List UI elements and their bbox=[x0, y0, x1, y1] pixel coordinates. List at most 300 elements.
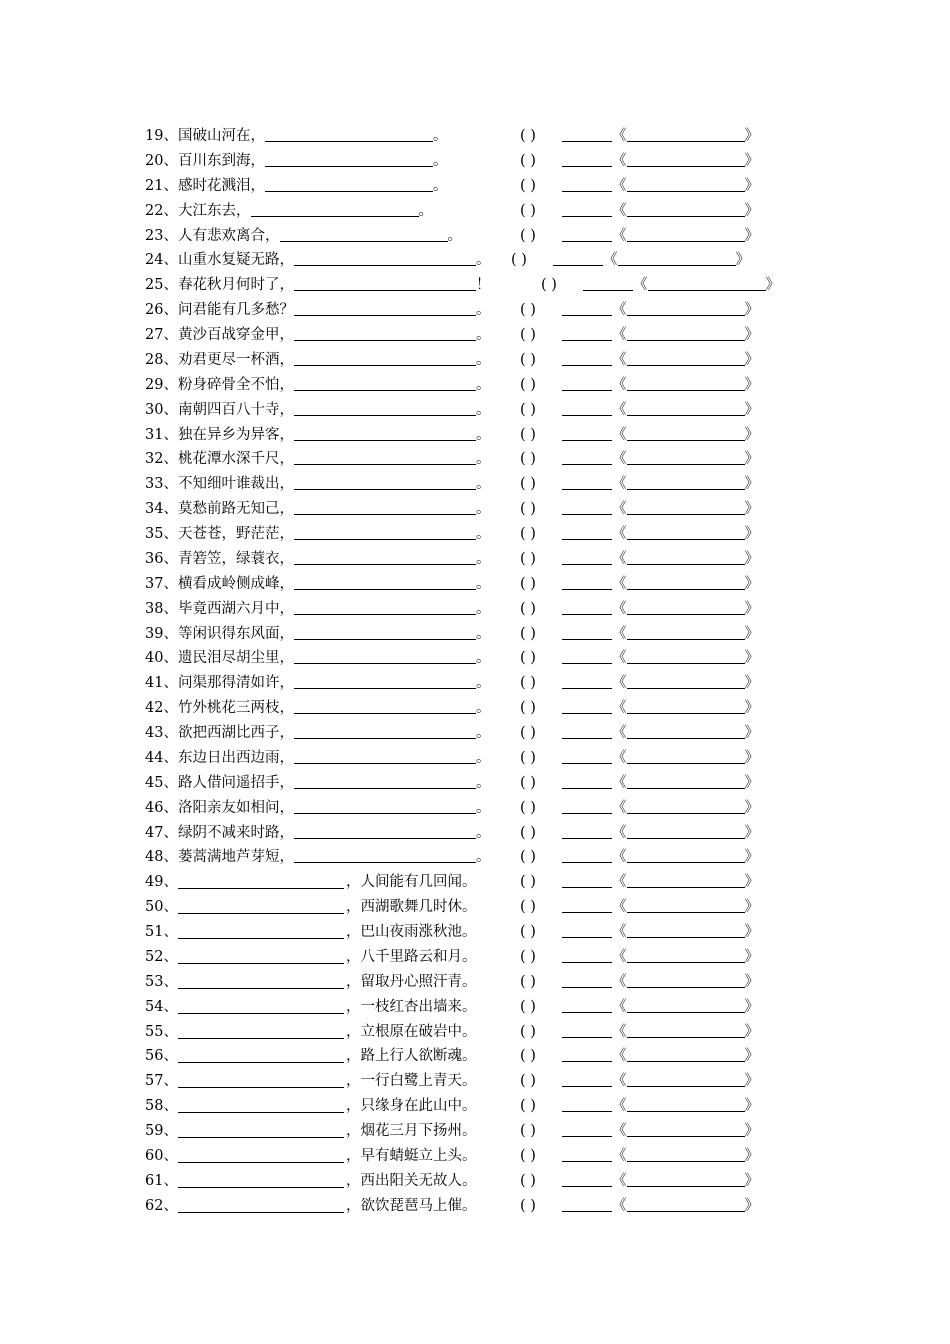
answer-blank[interactable] bbox=[294, 724, 476, 739]
title-close-mark: 》 bbox=[744, 1023, 759, 1040]
author-blank[interactable] bbox=[562, 550, 612, 565]
type-paren-blank[interactable]: ( ) bbox=[520, 650, 536, 667]
answer-blank[interactable] bbox=[178, 1073, 344, 1088]
question-number: 30、 bbox=[145, 401, 178, 418]
poem-title-blank[interactable] bbox=[627, 1122, 745, 1137]
question-text: 欲把西湖比西子， 。 bbox=[178, 725, 491, 741]
question-row bbox=[0, 920, 950, 945]
title-open-mark: 《 bbox=[612, 899, 627, 916]
author-blank[interactable] bbox=[562, 774, 612, 789]
author-blank[interactable] bbox=[562, 625, 612, 640]
title-close-mark: 》 bbox=[744, 700, 759, 717]
question-text: ，巴山夜雨涨秋池。 bbox=[346, 924, 477, 940]
poem-title-blank[interactable] bbox=[627, 1097, 745, 1112]
answer-blank[interactable] bbox=[265, 177, 433, 192]
author-blank[interactable] bbox=[562, 1097, 612, 1112]
question-row bbox=[0, 746, 950, 771]
author-blank[interactable] bbox=[562, 351, 612, 366]
question-text: ，西出阳关无故人。 bbox=[346, 1172, 477, 1189]
type-paren-blank[interactable]: ( ) bbox=[520, 849, 536, 866]
question-number: 58、 bbox=[145, 1098, 178, 1115]
poem-title-blank[interactable] bbox=[627, 500, 745, 515]
title-open-mark: 《 bbox=[612, 1147, 627, 1164]
type-paren-blank[interactable]: ( ) bbox=[520, 1147, 536, 1164]
type-paren-blank[interactable]: ( ) bbox=[520, 675, 536, 692]
author-blank[interactable] bbox=[562, 227, 612, 242]
type-paren-blank[interactable]: ( ) bbox=[520, 476, 536, 493]
answer-blank[interactable] bbox=[265, 152, 433, 167]
question-row bbox=[0, 721, 950, 746]
answer-blank[interactable] bbox=[178, 1123, 344, 1138]
answer-blank[interactable] bbox=[294, 699, 476, 714]
title-close-mark: 》 bbox=[744, 899, 759, 916]
question-text: 不知细叶谁裁出， 。 bbox=[178, 476, 491, 493]
question-number: 26、 bbox=[145, 302, 178, 319]
author-blank[interactable] bbox=[562, 873, 612, 888]
type-paren-blank[interactable]: ( ) bbox=[520, 227, 536, 244]
answer-fields bbox=[520, 597, 759, 622]
type-paren-blank[interactable]: ( ) bbox=[520, 128, 536, 144]
question-number: 19、 bbox=[145, 128, 178, 144]
poem-title-blank[interactable] bbox=[627, 1072, 745, 1087]
author-blank[interactable] bbox=[562, 1023, 612, 1038]
question-text: 东边日出西边雨， 。 bbox=[178, 749, 491, 766]
question-row bbox=[0, 398, 950, 423]
question-number: 56、 bbox=[145, 1048, 178, 1065]
author-blank[interactable] bbox=[562, 1072, 612, 1087]
answer-fields bbox=[520, 398, 759, 423]
type-paren-blank[interactable]: ( ) bbox=[520, 451, 536, 468]
answer-blank[interactable] bbox=[294, 326, 476, 341]
poem-title-blank[interactable] bbox=[627, 227, 745, 242]
question-text: 独在异乡为异客， 。 bbox=[178, 426, 491, 443]
answer-fields bbox=[520, 1144, 759, 1169]
author-blank[interactable] bbox=[583, 276, 633, 291]
answer-blank[interactable] bbox=[178, 974, 344, 989]
title-close-mark: 》 bbox=[744, 924, 759, 940]
answer-fields bbox=[520, 348, 759, 373]
answer-blank[interactable] bbox=[294, 500, 476, 515]
author-blank[interactable] bbox=[562, 301, 612, 316]
type-paren-blank[interactable]: ( ) bbox=[520, 625, 536, 642]
author-blank[interactable] bbox=[562, 450, 612, 465]
question-row bbox=[0, 447, 950, 472]
question-row bbox=[0, 497, 950, 522]
title-close-mark: 》 bbox=[744, 948, 759, 965]
question-row bbox=[0, 472, 950, 497]
title-close-mark: 》 bbox=[744, 725, 759, 741]
author-blank[interactable] bbox=[562, 152, 612, 167]
poem-title-blank[interactable] bbox=[627, 351, 745, 366]
author-blank[interactable] bbox=[562, 326, 612, 341]
type-paren-blank[interactable]: ( ) bbox=[520, 401, 536, 418]
type-paren-blank[interactable]: ( ) bbox=[511, 252, 527, 269]
answer-blank[interactable] bbox=[178, 1198, 344, 1213]
answer-blank[interactable] bbox=[294, 276, 476, 291]
author-blank[interactable] bbox=[562, 575, 612, 590]
author-blank[interactable] bbox=[562, 1197, 612, 1212]
question-text: 遗民泪尽胡尘里， 。 bbox=[178, 650, 491, 667]
question-row bbox=[0, 273, 950, 298]
poem-title-blank[interactable] bbox=[627, 873, 745, 888]
answer-blank[interactable] bbox=[294, 674, 476, 689]
author-blank[interactable] bbox=[562, 973, 612, 988]
question-number: 29、 bbox=[145, 376, 178, 393]
answer-blank[interactable] bbox=[178, 1148, 344, 1163]
answer-fields bbox=[520, 1119, 759, 1144]
question-number: 24、 bbox=[145, 252, 178, 269]
question-text: 竹外桃花三两枝， 。 bbox=[178, 700, 491, 717]
author-blank[interactable] bbox=[562, 475, 612, 490]
title-open-mark: 《 bbox=[612, 948, 627, 965]
answer-blank[interactable] bbox=[294, 376, 476, 391]
type-paren-blank[interactable]: ( ) bbox=[520, 973, 536, 990]
poem-title-blank[interactable] bbox=[627, 1197, 745, 1212]
title-close-mark: 》 bbox=[744, 1147, 759, 1164]
answer-blank[interactable] bbox=[294, 550, 476, 565]
poem-title-blank[interactable] bbox=[627, 1047, 745, 1062]
type-paren-blank[interactable]: ( ) bbox=[520, 1073, 536, 1090]
title-open-mark: 《 bbox=[612, 973, 627, 990]
poem-title-blank[interactable] bbox=[627, 550, 745, 565]
poem-title-blank[interactable] bbox=[627, 376, 745, 391]
poem-title-blank[interactable] bbox=[627, 724, 745, 739]
poem-title-blank[interactable] bbox=[627, 848, 745, 863]
poem-title-blank[interactable] bbox=[648, 276, 766, 291]
answer-blank[interactable] bbox=[178, 949, 344, 964]
type-paren-blank[interactable]: ( ) bbox=[520, 550, 536, 567]
title-open-mark: 《 bbox=[612, 700, 627, 717]
poem-title-blank[interactable] bbox=[627, 898, 745, 913]
type-paren-blank[interactable]: ( ) bbox=[520, 824, 536, 841]
author-blank[interactable] bbox=[562, 127, 612, 142]
poem-title-blank[interactable] bbox=[627, 301, 745, 316]
answer-blank[interactable] bbox=[294, 251, 476, 266]
answer-blank[interactable] bbox=[294, 575, 476, 590]
answer-blank[interactable] bbox=[178, 1048, 344, 1063]
author-blank[interactable] bbox=[562, 923, 612, 938]
question-number: 44、 bbox=[145, 749, 178, 766]
type-paren-blank[interactable]: ( ) bbox=[520, 948, 536, 965]
title-close-mark: 》 bbox=[744, 1073, 759, 1090]
answer-fields bbox=[520, 547, 759, 572]
question-text: 人有悲欢离合， 。 bbox=[178, 227, 462, 244]
question-row bbox=[0, 323, 950, 348]
title-close-mark: 》 bbox=[744, 550, 759, 567]
answer-blank[interactable] bbox=[294, 525, 476, 540]
poem-title-blank[interactable] bbox=[627, 1147, 745, 1162]
author-blank[interactable] bbox=[562, 724, 612, 739]
question-row bbox=[0, 696, 950, 721]
question-row bbox=[0, 248, 950, 273]
title-close-mark: 》 bbox=[744, 451, 759, 468]
question-number: 31、 bbox=[145, 426, 178, 443]
answer-blank[interactable] bbox=[178, 999, 344, 1014]
type-paren-blank[interactable]: ( ) bbox=[520, 526, 536, 542]
type-paren-blank[interactable]: ( ) bbox=[520, 749, 536, 766]
answer-fields bbox=[520, 920, 759, 945]
question-number: 46、 bbox=[145, 799, 178, 816]
question-number: 49、 bbox=[145, 874, 178, 891]
author-blank[interactable] bbox=[562, 898, 612, 913]
answer-blank[interactable] bbox=[294, 301, 476, 316]
poem-title-blank[interactable] bbox=[627, 973, 745, 988]
type-paren-blank[interactable]: ( ) bbox=[520, 899, 536, 916]
author-blank[interactable] bbox=[562, 1047, 612, 1062]
type-paren-blank[interactable]: ( ) bbox=[520, 1123, 536, 1139]
poem-title-blank[interactable] bbox=[627, 525, 745, 540]
question-row bbox=[0, 547, 950, 572]
question-text: 南朝四百八十寺， 。 bbox=[178, 401, 491, 418]
title-open-mark: 《 bbox=[612, 1023, 627, 1040]
title-close-mark: 》 bbox=[744, 675, 759, 692]
title-close-mark: 》 bbox=[744, 376, 759, 393]
author-blank[interactable] bbox=[562, 948, 612, 963]
poem-title-blank[interactable] bbox=[627, 202, 745, 217]
answer-blank[interactable] bbox=[294, 351, 476, 366]
answer-blank[interactable] bbox=[294, 848, 476, 863]
poem-title-blank[interactable] bbox=[627, 152, 745, 167]
answer-blank[interactable] bbox=[294, 649, 476, 664]
question-text: 等闲识得东风面， 。 bbox=[178, 625, 491, 642]
author-blank[interactable] bbox=[562, 699, 612, 714]
answer-blank[interactable] bbox=[294, 799, 476, 814]
poem-title-blank[interactable] bbox=[627, 426, 745, 441]
question-text: 劝君更尽一杯酒， 。 bbox=[178, 351, 491, 368]
question-number: 57、 bbox=[145, 1073, 178, 1090]
answer-fields bbox=[520, 298, 759, 323]
title-open-mark: 《 bbox=[612, 202, 627, 219]
question-row bbox=[0, 796, 950, 821]
type-paren-blank[interactable]: ( ) bbox=[520, 998, 536, 1015]
title-close-mark: 》 bbox=[744, 476, 759, 493]
author-blank[interactable] bbox=[562, 426, 612, 441]
poem-title-blank[interactable] bbox=[627, 799, 745, 814]
type-paren-blank[interactable]: ( ) bbox=[520, 799, 536, 816]
title-open-mark: 《 bbox=[612, 1197, 627, 1214]
poem-fill-in-worksheet bbox=[0, 124, 950, 1219]
type-paren-blank[interactable]: ( ) bbox=[520, 1172, 536, 1189]
question-number: 28、 bbox=[145, 351, 178, 368]
poem-title-blank[interactable] bbox=[618, 251, 736, 266]
title-close-mark: 》 bbox=[744, 202, 759, 219]
type-paren-blank[interactable]: ( ) bbox=[520, 327, 536, 343]
title-open-mark: 《 bbox=[612, 476, 627, 493]
type-paren-blank[interactable]: ( ) bbox=[520, 1098, 536, 1115]
author-blank[interactable] bbox=[562, 998, 612, 1013]
poem-title-blank[interactable] bbox=[627, 575, 745, 590]
answer-fields bbox=[520, 124, 759, 149]
question-text: 蒌蒿满地芦芽短， 。 bbox=[178, 849, 491, 866]
poem-title-blank[interactable] bbox=[627, 948, 745, 963]
title-close-mark: 》 bbox=[744, 327, 759, 343]
type-paren-blank[interactable]: ( ) bbox=[520, 501, 536, 518]
title-open-mark: 《 bbox=[612, 824, 627, 841]
answer-fields bbox=[520, 149, 759, 174]
question-number: 52、 bbox=[145, 948, 178, 965]
poem-title-blank[interactable] bbox=[627, 600, 745, 615]
title-open-mark: 《 bbox=[633, 277, 648, 294]
answer-blank[interactable] bbox=[178, 874, 344, 889]
type-paren-blank[interactable]: ( ) bbox=[520, 924, 536, 940]
question-number: 21、 bbox=[145, 177, 178, 194]
title-close-mark: 》 bbox=[735, 252, 750, 269]
title-open-mark: 《 bbox=[612, 177, 627, 194]
question-number: 39、 bbox=[145, 625, 178, 642]
author-blank[interactable] bbox=[562, 376, 612, 391]
type-paren-blank[interactable]: ( ) bbox=[520, 1048, 536, 1065]
question-number: 34、 bbox=[145, 501, 178, 518]
question-row bbox=[0, 423, 950, 448]
question-number: 42、 bbox=[145, 700, 178, 717]
title-open-mark: 《 bbox=[612, 451, 627, 468]
type-paren-blank[interactable]: ( ) bbox=[520, 1197, 536, 1214]
poem-title-blank[interactable] bbox=[627, 699, 745, 714]
poem-title-blank[interactable] bbox=[627, 749, 745, 764]
author-blank[interactable] bbox=[562, 1147, 612, 1162]
type-paren-blank[interactable]: ( ) bbox=[520, 874, 536, 891]
title-open-mark: 《 bbox=[612, 227, 627, 244]
question-text: 天苍苍，野茫茫， 。 bbox=[178, 526, 491, 542]
answer-fields bbox=[520, 696, 759, 721]
answer-blank[interactable] bbox=[294, 625, 476, 640]
answer-fields bbox=[541, 273, 780, 298]
answer-fields bbox=[520, 821, 759, 846]
question-number: 51、 bbox=[145, 924, 178, 940]
answer-blank[interactable] bbox=[178, 924, 344, 939]
title-open-mark: 《 bbox=[612, 526, 627, 542]
question-number: 38、 bbox=[145, 600, 178, 617]
title-close-mark: 》 bbox=[744, 501, 759, 518]
poem-title-blank[interactable] bbox=[627, 824, 745, 839]
question-text: 问君能有几多愁？ 。 bbox=[178, 302, 491, 319]
question-number: 22、 bbox=[145, 202, 178, 219]
author-blank[interactable] bbox=[562, 749, 612, 764]
type-paren-blank[interactable]: ( ) bbox=[520, 725, 536, 741]
question-row bbox=[0, 945, 950, 970]
type-paren-blank[interactable]: ( ) bbox=[520, 1023, 536, 1040]
question-number: 54、 bbox=[145, 998, 178, 1015]
question-row bbox=[0, 174, 950, 199]
title-close-mark: 》 bbox=[744, 849, 759, 866]
author-blank[interactable] bbox=[562, 600, 612, 615]
author-blank[interactable] bbox=[562, 1122, 612, 1137]
answer-blank[interactable] bbox=[294, 600, 476, 615]
author-blank[interactable] bbox=[562, 401, 612, 416]
question-row bbox=[0, 1119, 950, 1144]
title-close-mark: 》 bbox=[744, 575, 759, 592]
answer-fields bbox=[520, 746, 759, 771]
answer-blank[interactable] bbox=[178, 1098, 344, 1113]
poem-title-blank[interactable] bbox=[627, 1172, 745, 1187]
type-paren-blank[interactable]: ( ) bbox=[520, 302, 536, 319]
answer-blank[interactable] bbox=[294, 749, 476, 764]
type-paren-blank[interactable]: ( ) bbox=[520, 376, 536, 393]
question-row bbox=[0, 522, 950, 547]
author-blank[interactable] bbox=[562, 1172, 612, 1187]
title-open-mark: 《 bbox=[612, 327, 627, 343]
title-open-mark: 《 bbox=[603, 252, 618, 269]
title-open-mark: 《 bbox=[612, 1048, 627, 1065]
answer-blank[interactable] bbox=[294, 774, 476, 789]
title-close-mark: 》 bbox=[765, 277, 780, 294]
question-text: ，只缘身在此山中。 bbox=[346, 1098, 477, 1115]
type-paren-blank[interactable]: ( ) bbox=[520, 202, 536, 219]
title-close-mark: 》 bbox=[744, 874, 759, 891]
poem-title-blank[interactable] bbox=[627, 774, 745, 789]
answer-blank[interactable] bbox=[294, 824, 476, 839]
question-number: 20、 bbox=[145, 152, 178, 169]
question-row bbox=[0, 348, 950, 373]
type-paren-blank[interactable]: ( ) bbox=[541, 277, 557, 294]
poem-title-blank[interactable] bbox=[627, 475, 745, 490]
poem-title-blank[interactable] bbox=[627, 625, 745, 640]
poem-title-blank[interactable] bbox=[627, 177, 745, 192]
author-blank[interactable] bbox=[562, 202, 612, 217]
question-text: 莫愁前路无知己， 。 bbox=[178, 501, 491, 518]
answer-blank[interactable] bbox=[251, 202, 419, 217]
question-row bbox=[0, 970, 950, 995]
answer-blank[interactable] bbox=[294, 450, 476, 465]
type-paren-blank[interactable]: ( ) bbox=[520, 575, 536, 592]
answer-blank[interactable] bbox=[294, 475, 476, 490]
poem-title-blank[interactable] bbox=[627, 998, 745, 1013]
question-number: 55、 bbox=[145, 1023, 178, 1040]
title-close-mark: 》 bbox=[744, 128, 759, 144]
question-number: 47、 bbox=[145, 824, 178, 841]
poem-title-blank[interactable] bbox=[627, 326, 745, 341]
title-open-mark: 《 bbox=[612, 799, 627, 816]
type-paren-blank[interactable]: ( ) bbox=[520, 351, 536, 368]
answer-blank[interactable] bbox=[265, 127, 433, 142]
title-close-mark: 》 bbox=[744, 426, 759, 443]
poem-title-blank[interactable] bbox=[627, 649, 745, 664]
answer-blank[interactable] bbox=[178, 899, 344, 914]
question-row bbox=[0, 149, 950, 174]
answer-blank[interactable] bbox=[280, 227, 448, 242]
author-blank[interactable] bbox=[562, 824, 612, 839]
poem-title-blank[interactable] bbox=[627, 674, 745, 689]
type-paren-blank[interactable]: ( ) bbox=[520, 600, 536, 617]
author-blank[interactable] bbox=[553, 251, 603, 266]
answer-blank[interactable] bbox=[178, 1024, 344, 1039]
poem-title-blank[interactable] bbox=[627, 923, 745, 938]
question-number: 25、 bbox=[145, 277, 178, 294]
question-number: 36、 bbox=[145, 550, 178, 567]
poem-title-blank[interactable] bbox=[627, 1023, 745, 1038]
poem-title-blank[interactable] bbox=[627, 450, 745, 465]
answer-blank[interactable] bbox=[178, 1173, 344, 1188]
poem-title-blank[interactable] bbox=[627, 127, 745, 142]
type-paren-blank[interactable]: ( ) bbox=[520, 774, 536, 791]
answer-blank[interactable] bbox=[294, 401, 476, 416]
author-blank[interactable] bbox=[562, 649, 612, 664]
question-text: 大江东去， 。 bbox=[178, 202, 433, 219]
type-paren-blank[interactable]: ( ) bbox=[520, 152, 536, 169]
type-paren-blank[interactable]: ( ) bbox=[520, 426, 536, 443]
author-blank[interactable] bbox=[562, 500, 612, 515]
title-open-mark: 《 bbox=[612, 426, 627, 443]
author-blank[interactable] bbox=[562, 674, 612, 689]
author-blank[interactable] bbox=[562, 525, 612, 540]
poem-title-blank[interactable] bbox=[627, 401, 745, 416]
answer-blank[interactable] bbox=[294, 426, 476, 441]
author-blank[interactable] bbox=[562, 177, 612, 192]
author-blank[interactable] bbox=[562, 848, 612, 863]
author-blank[interactable] bbox=[562, 799, 612, 814]
type-paren-blank[interactable]: ( ) bbox=[520, 700, 536, 717]
type-paren-blank[interactable]: ( ) bbox=[520, 177, 536, 194]
